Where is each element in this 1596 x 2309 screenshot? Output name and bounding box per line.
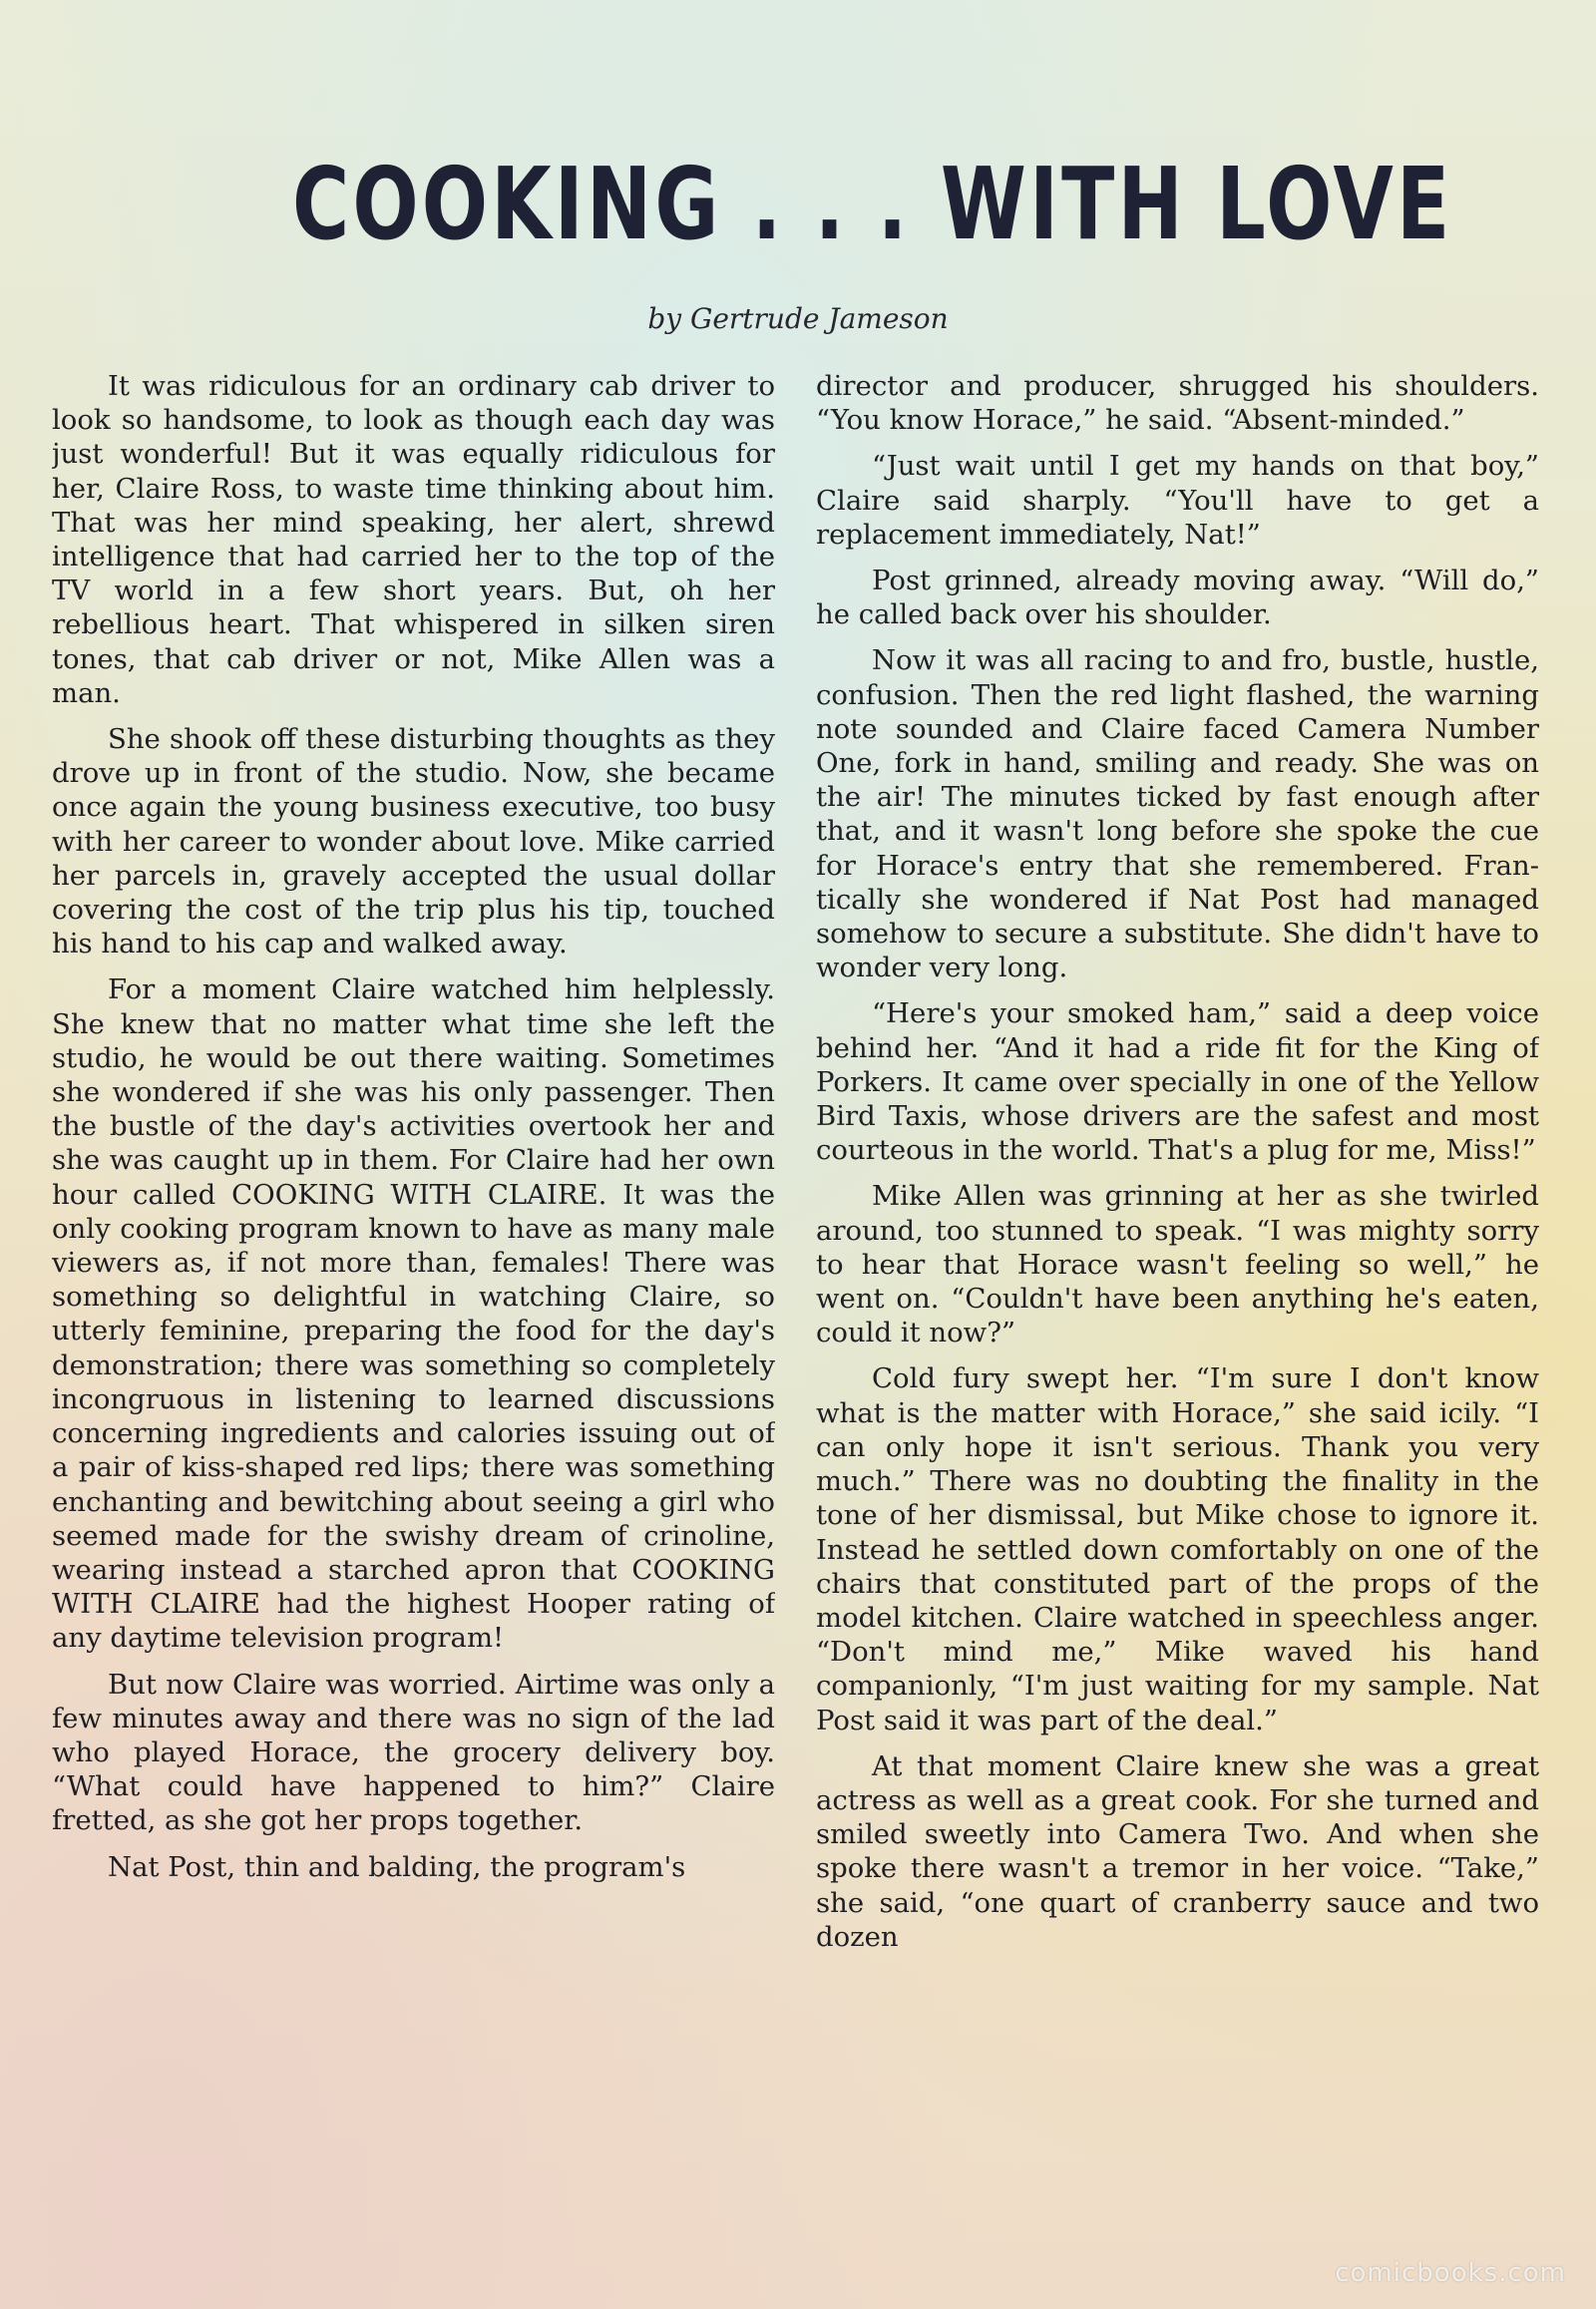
paragraph: But now Claire was worried. Airtime was only a few minutes away and there was no sign of the lad who played Horace, the grocery delivery boy. “What could have happened to him?” Claire fretted, as she got her props together. xyxy=(52,1668,775,1837)
right-text-column xyxy=(816,369,1539,2179)
paragraph: Mike Allen was grinning at her as she twirled around, too stunned to speak. “I was mighty sorry to hear that Horace wasn't feeling so well,” he went on. “Couldn't have been anything he's eaten, could it now?” xyxy=(816,1180,1539,1349)
paragraph: Nat Post, thin and balding, the program's xyxy=(108,1850,686,1883)
paragraph: It was ridiculous for an ordinary cab driver to look so handsome, to look as though each day was just wonderful! But it was equally ridiculous for her, Claire Ross, to waste time thinking about him. That was her mind speaking, her alert, shrewd intelligence that had carried her to the top of the TV world in a few short years. But, oh her rebellious heart. That whispered in silken siren tones, that cab driver or not, Mike Allen was a man. xyxy=(52,370,775,709)
site-watermark: comicbooks.com xyxy=(1335,2258,1566,2288)
paragraph: Now it was all racing to and fro, bustle, hustle, confusion. Then the red light flashed, the warning note sounded and Claire faced Camera Number One, fork in hand, smiling and ready. She was on the air! The minutes ticked by fast enough after that, and it wasn't long before she spoke the cue for Horace's entry that she remembered. Frantically she wondered if Nat Post had managed somehow to secure a substitute. She didn't have to wonder very long. xyxy=(816,644,1539,984)
paragraph: At that moment Claire knew she was a great actress as well as a great cook. For she turned and smiled sweetly into Camera Two. And when she spoke there wasn't a tremor in her voice. “Take,” she said, “one quart of cranberry sauce and two dozen xyxy=(816,1749,1539,1953)
paragraph: For a moment Claire watched him helplessly. She knew that no matter what time she left the studio, he would be out there waiting. Sometimes she wondered if she was his only passenger. Then the bustle of the day's activities overtook her and she was caught up in them. For Claire had her own hour called COOKING WITH CLAIRE. It was the only cooking program known to have as many male viewers as, if not more than, females! There was something so delightful in watching Claire, so utterly feminine, preparing the food for the day's demonstration; there was something so completely incongruous in listening to learned discussions concerning ingredients and calories issuing out of a pair of kiss-shaped red lips; there was something enchanting and bewitching about seeing a girl who seemed made for the swishy dream of crinoline, wearing instead a starched apron that COOKING WITH CLAIRE had the highest Hooper rating of any daytime television program! xyxy=(52,973,775,1655)
left-text-column xyxy=(52,369,775,2179)
paragraph: Cold fury swept her. “I'm sure I don't know what is the matter with Horace,” she said icily. “I can only hope it isn't serious. Thank you very much.” There was no doubting the finality in the tone of her dismissal, but Mike chose to ignore it. Instead he settled down comfortably on one of the chairs that constituted part of the props of the model kitchen. Claire watched in speechless anger. “Don't mind me,” Mike waved his hand companionly, “I'm just waiting for my sample. Nat Post said it was part of the deal.” xyxy=(816,1362,1539,1736)
story-byline: by Gertrude Jameson xyxy=(647,302,949,335)
paragraph: Post grinned, already moving away. “Will do,” he called back over his shoulder. xyxy=(816,565,1539,631)
paragraph: “Here's your smoked ham,” said a deep voice behind her. “And it had a ride fit for the King of Porkers. It came over specially in one of the Yellow Bird Taxis, whose drivers are the safest and most courteous in the world. That's a plug for me, Miss!” xyxy=(816,997,1539,1167)
paragraph: director and producer, shrugged his shoulders. “You know Horace,” he said. “Absent-minded.” xyxy=(816,370,1539,437)
paragraph: “Just wait until I get my hands on that boy,” Claire said sharply. “You'll have to get a replacement immediately, Nat!” xyxy=(816,450,1539,551)
paragraph: She shook off these disturbing thoughts as they drove up in front of the studio. Now, she became once again the young business executive, too busy with her career to wonder about love. Mike carried her parcels in, gravely accepted the usual dollar covering the cost of the trip plus his tip, touched his hand to his cap and walked away. xyxy=(52,723,775,961)
story-title: COOKING . . . WITH LOVE xyxy=(292,146,1453,262)
